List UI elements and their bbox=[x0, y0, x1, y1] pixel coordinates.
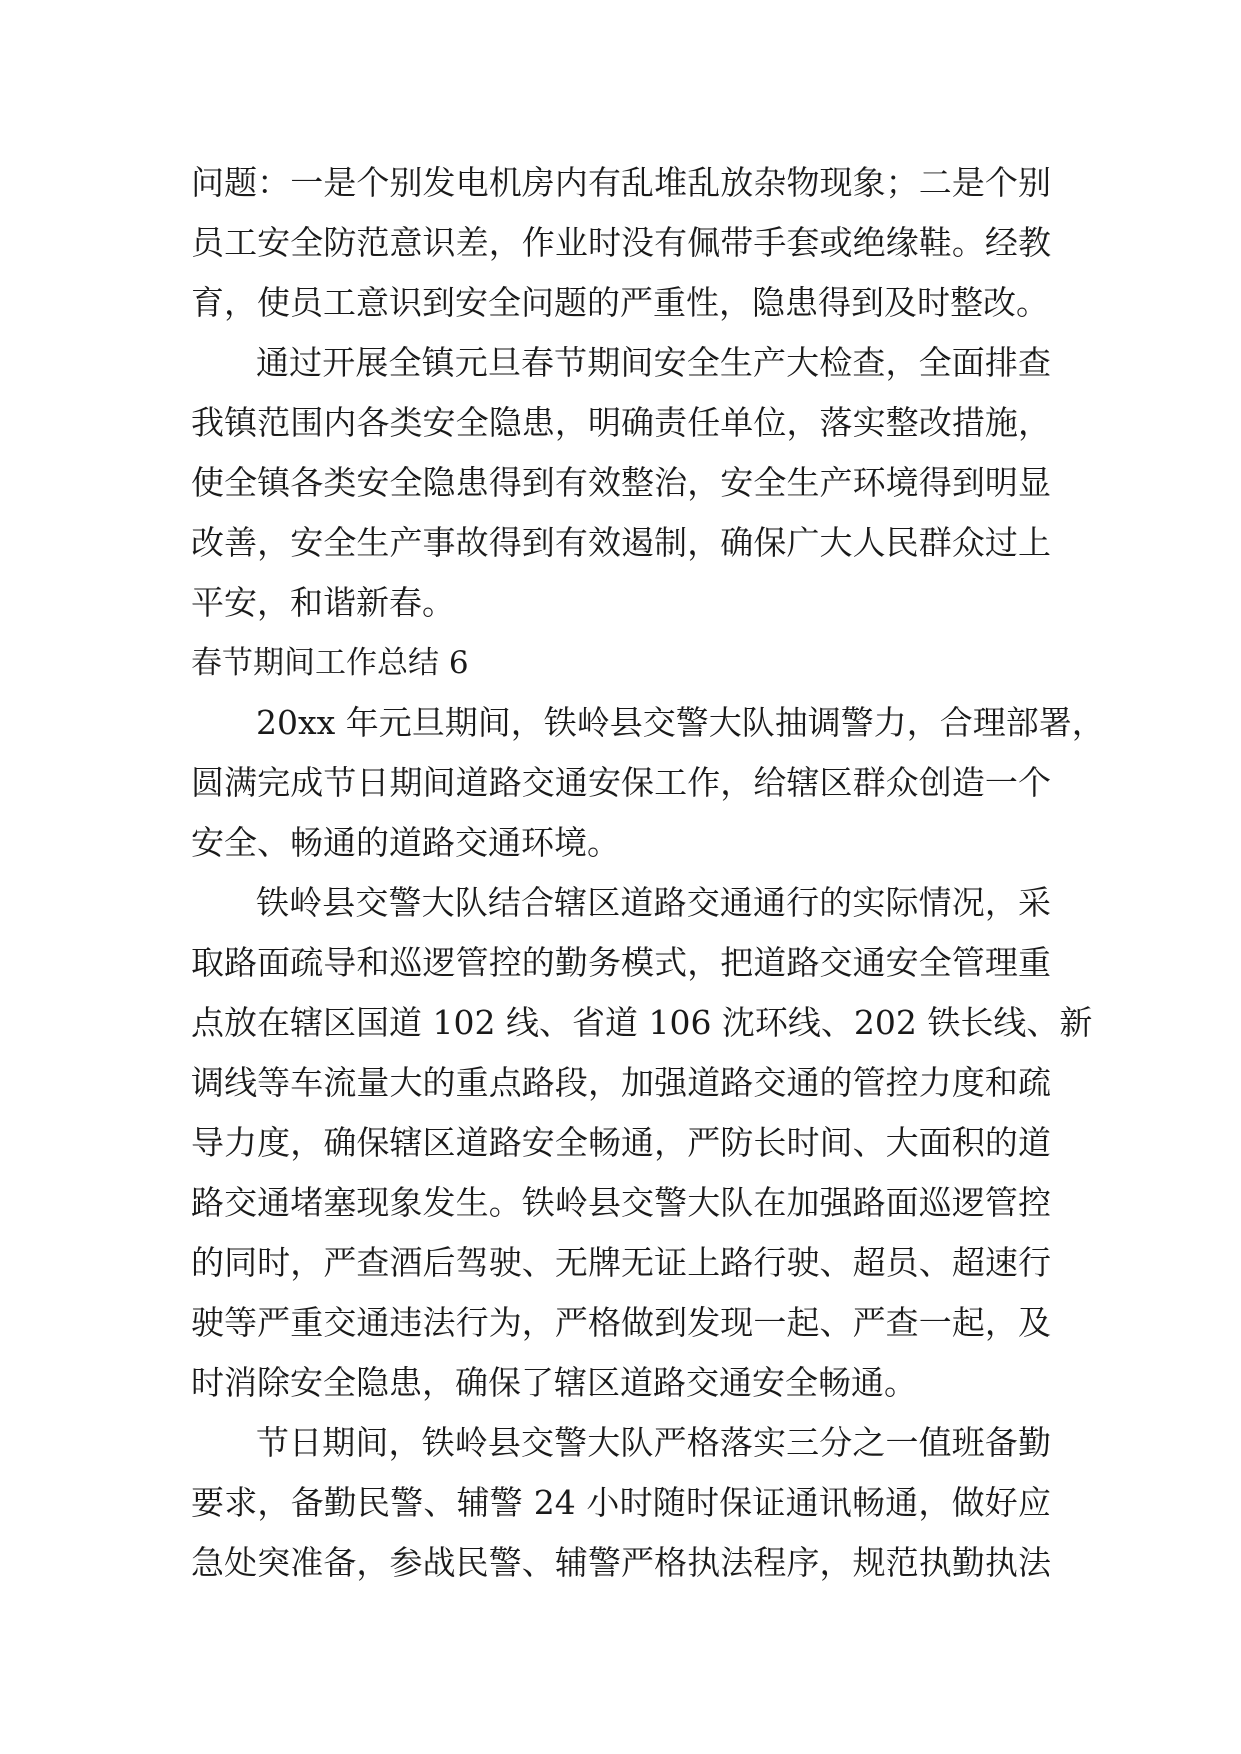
paragraph-first-line: 20xx 年元旦期间，铁岭县交警大队抽调警力，合理部署， bbox=[256, 703, 1105, 742]
text-line: 的同时，严查酒后驾驶、无牌无证上路行驶、超员、超速行 bbox=[191, 1243, 1051, 1282]
section-heading: 春节期间工作总结 6 bbox=[191, 645, 469, 681]
paragraph-first-line: 节日期间，铁岭县交警大队严格落实三分之一值班备勤 bbox=[256, 1423, 1051, 1462]
text-line: 育，使员工意识到安全问题的严重性，隐患得到及时整改。 bbox=[191, 283, 1049, 322]
text-line: 驶等严重交通违法行为，严格做到发现一起、严查一起，及 bbox=[191, 1303, 1051, 1342]
text-line: 要求，备勤民警、辅警 24 小时随时保证通讯畅通，做好应 bbox=[191, 1483, 1051, 1522]
text-line: 路交通堵塞现象发生。铁岭县交警大队在加强路面巡逻管控 bbox=[191, 1183, 1051, 1222]
text-line: 使全镇各类安全隐患得到有效整治，安全生产环境得到明显 bbox=[191, 463, 1051, 502]
text-line: 改善，安全生产事故得到有效遏制，确保广大人民群众过上 bbox=[191, 523, 1051, 562]
text-line: 导力度，确保辖区道路安全畅通，严防长时间、大面积的道 bbox=[191, 1123, 1051, 1162]
text-line: 平安，和谐新春。 bbox=[191, 583, 455, 622]
paragraph-first-line: 通过开展全镇元旦春节期间安全生产大检查，全面排查 bbox=[256, 343, 1051, 382]
paragraph-first-line: 铁岭县交警大队结合辖区道路交通通行的实际情况，采 bbox=[256, 883, 1051, 922]
text-line: 调线等车流量大的重点路段，加强道路交通的管控力度和疏 bbox=[191, 1063, 1051, 1102]
text-line: 点放在辖区国道 102 线、省道 106 沈环线、202 铁长线、新 bbox=[191, 1003, 1093, 1042]
text-line: 安全、畅通的道路交通环境。 bbox=[191, 823, 620, 862]
text-line: 我镇范围内各类安全隐患，明确责任单位，落实整改措施， bbox=[191, 403, 1051, 442]
text-line: 取路面疏导和巡逻管控的勤务模式，把道路交通安全管理重 bbox=[191, 943, 1051, 982]
text-line: 时消除安全隐患，确保了辖区道路交通安全畅通。 bbox=[191, 1363, 917, 1402]
text-line: 员工安全防范意识差，作业时没有佩带手套或绝缘鞋。经教 bbox=[191, 223, 1051, 262]
text-line: 圆满完成节日期间道路交通安保工作，给辖区群众创造一个 bbox=[191, 763, 1051, 802]
text-line: 问题：一是个别发电机房内有乱堆乱放杂物现象；二是个别 bbox=[191, 163, 1051, 202]
text-line: 急处突准备，参战民警、辅警严格执法程序，规范执勤执法 bbox=[191, 1543, 1051, 1582]
